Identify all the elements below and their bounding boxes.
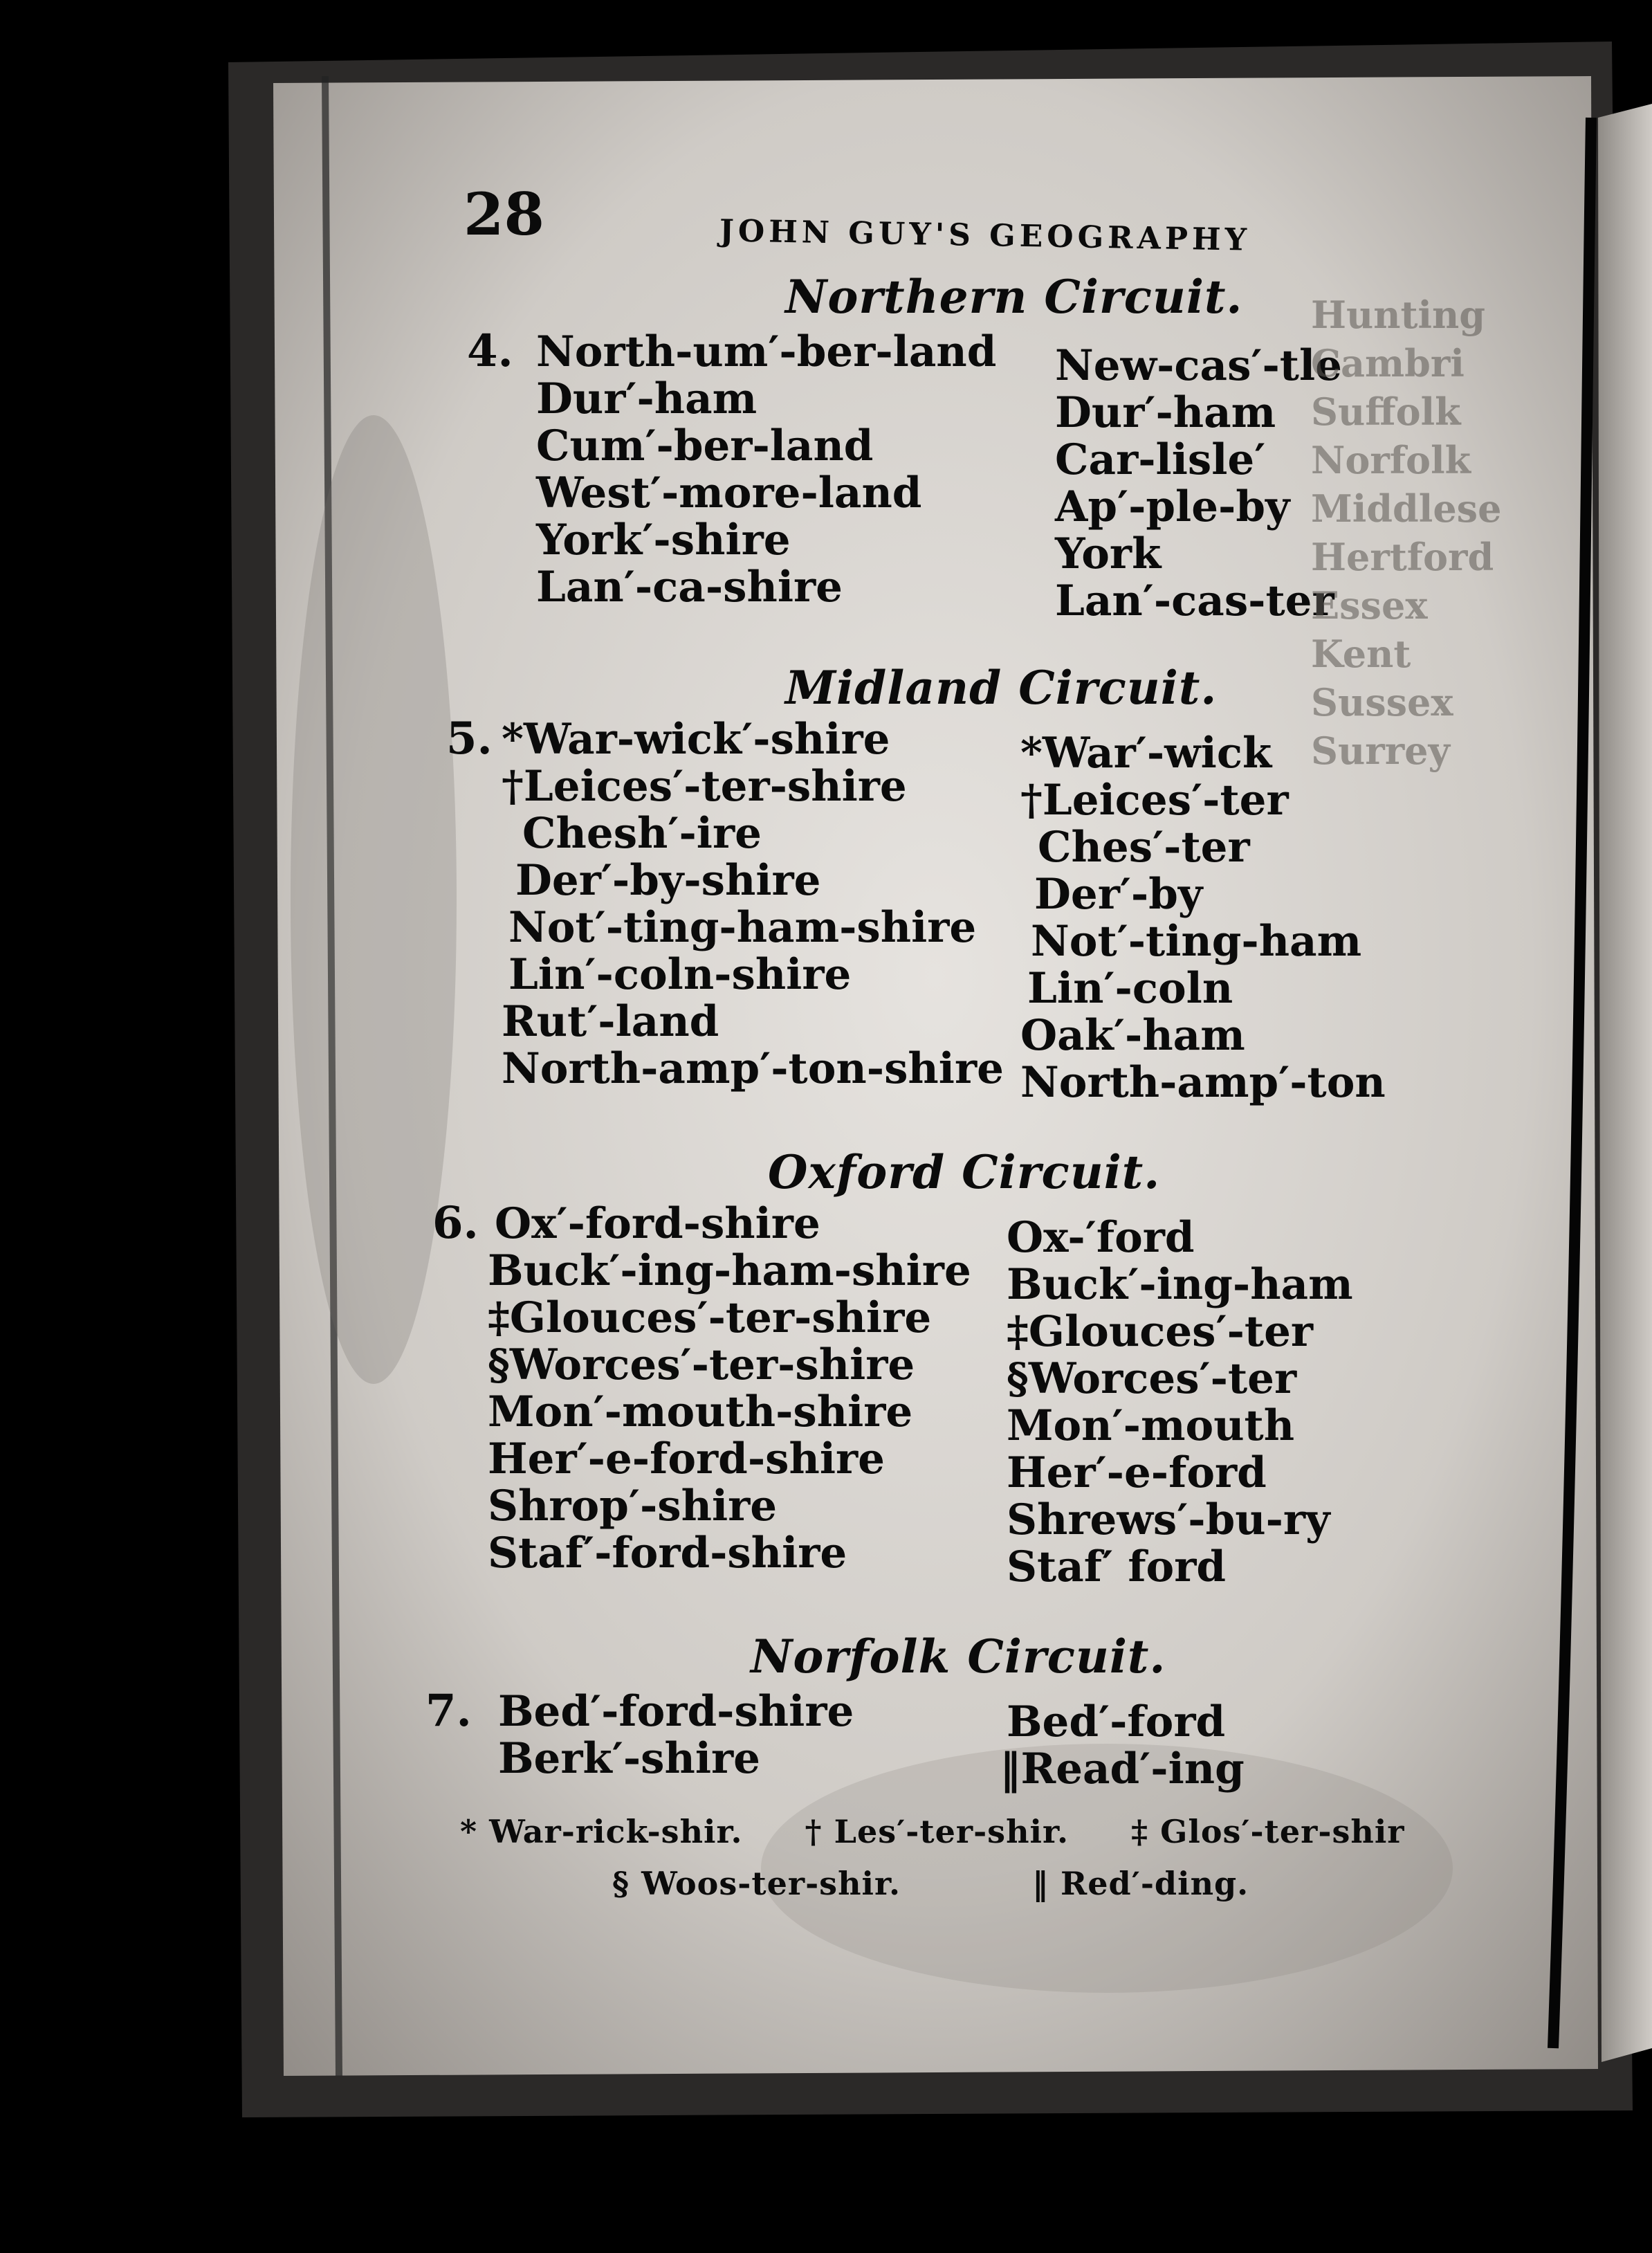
- section-number-4: 4.: [467, 325, 513, 377]
- county-town: Bed′-ford: [1007, 1697, 1226, 1746]
- section-title-oxford: Oxford Circuit.: [768, 1145, 1161, 1199]
- footnote: § Woos-ter-shir.: [612, 1865, 901, 1902]
- county-town: Der′-by: [1034, 870, 1203, 919]
- section-title-midland: Midland Circuit.: [785, 661, 1218, 715]
- county-name: Buck′-ing-ham-shire: [488, 1246, 971, 1295]
- county-town: ‖Read′-ing: [1000, 1744, 1245, 1794]
- county-name: Rut′-land: [502, 997, 719, 1046]
- county-name: Berk′-shire: [498, 1734, 760, 1783]
- county-town: New-cas′-tle: [1055, 341, 1342, 390]
- page-number: 28: [464, 180, 544, 248]
- county-name: Bed′-ford-shire: [498, 1687, 854, 1736]
- midland-towns: [1020, 730, 1386, 1106]
- county-town: Mon′-mouth: [1007, 1401, 1295, 1450]
- county-town: *War′-wick: [1020, 729, 1272, 778]
- county-name: ‡Glouces′-ter-shire: [488, 1293, 932, 1342]
- running-title: JOHN GUY'S GEOGRAPHY: [719, 213, 1251, 258]
- county-name: Not′-ting-ham-shire: [508, 903, 977, 952]
- footnote: ‖ Red′-ding.: [1032, 1865, 1249, 1902]
- northern-towns: [1055, 343, 1342, 625]
- footnote: * War-rick-shir.: [460, 1813, 743, 1850]
- county-name: Mon′-mouth-shire: [488, 1387, 913, 1436]
- county-town: Not′-ting-ham: [1031, 917, 1362, 966]
- county-town: York: [1055, 529, 1162, 578]
- section-number-5: 5.: [446, 713, 493, 765]
- county-town: Car-lisle′: [1055, 435, 1266, 484]
- midland-counties: [502, 716, 1004, 1093]
- county-name: Ox′-ford-shire: [495, 1199, 820, 1248]
- pronunciation-footnotes-line-1: [460, 1813, 1405, 1850]
- county-town: Lan′-cas-ter: [1055, 576, 1334, 626]
- norfolk-towns: [1000, 1699, 1245, 1793]
- oxford-counties: [488, 1201, 971, 1577]
- county-town: †Leices′-ter: [1020, 776, 1289, 825]
- county-town: Ox-′ford: [1007, 1213, 1195, 1262]
- county-town: Oak′-ham: [1020, 1011, 1245, 1060]
- county-name: Her′-e-ford-shire: [488, 1434, 885, 1484]
- county-town: Staf′ ford: [1007, 1542, 1227, 1591]
- county-name: *War-wick′-shire: [502, 715, 890, 764]
- county-town: ‡Glouces′-ter: [1007, 1307, 1314, 1356]
- county-town: §Worces′-ter: [1007, 1354, 1297, 1403]
- county-town: Her′-e-ford: [1007, 1448, 1267, 1497]
- county-town: Shrews′-bu-ry: [1007, 1495, 1330, 1544]
- county-name: Lin′-coln-shire: [508, 950, 852, 999]
- section-title-northern: Northern Circuit.: [785, 270, 1243, 324]
- county-name: York′-shire: [536, 516, 791, 565]
- northern-counties: [536, 329, 996, 611]
- county-name: Dur′-ham: [536, 374, 758, 423]
- county-name: †Leices′-ter-shire: [502, 762, 907, 811]
- county-town: North-amp′-ton: [1020, 1058, 1386, 1107]
- county-name: Lan′-ca-shire: [536, 563, 843, 612]
- norfolk-counties: [498, 1688, 854, 1782]
- county-name: Cum′-ber-land: [536, 421, 874, 471]
- county-name: West′-more-land: [536, 468, 922, 518]
- section-number-7: 7.: [425, 1685, 472, 1737]
- pronunciation-footnotes-line-2: [612, 1865, 1311, 1902]
- right-page-edge: [1598, 104, 1652, 2062]
- oxford-towns: [1007, 1214, 1353, 1591]
- county-town: Ches′-ter: [1038, 823, 1250, 872]
- county-town: Dur′-ham: [1055, 388, 1276, 437]
- county-name: Staf′-ford-shire: [488, 1529, 847, 1578]
- county-name: North-um′-ber-land: [536, 327, 997, 376]
- county-name: Chesh′-ire: [522, 809, 762, 858]
- county-name: Der′-by-shire: [515, 856, 821, 905]
- county-name: Shrop′-shire: [488, 1481, 778, 1531]
- footnote: † Les′-ter-shir.: [805, 1813, 1070, 1850]
- county-name: §Worces′-ter-shire: [488, 1340, 915, 1389]
- county-name: North-amp′-ton-shire: [502, 1044, 1004, 1093]
- facing-page-bleed-through: Hunting Cambri Suffolk Norfolk Middlese Hertford Essex Kent Sussex Surrey: [1311, 293, 1502, 773]
- section-title-norfolk: Norfolk Circuit.: [751, 1630, 1166, 1684]
- county-town: Lin′-coln: [1027, 964, 1233, 1013]
- section-number-6: 6.: [432, 1197, 479, 1249]
- county-town: Buck′-ing-ham: [1007, 1260, 1353, 1309]
- county-town: Ap′-ple-by: [1055, 482, 1290, 531]
- footnote: ‡ Glos′-ter-shir: [1131, 1813, 1405, 1850]
